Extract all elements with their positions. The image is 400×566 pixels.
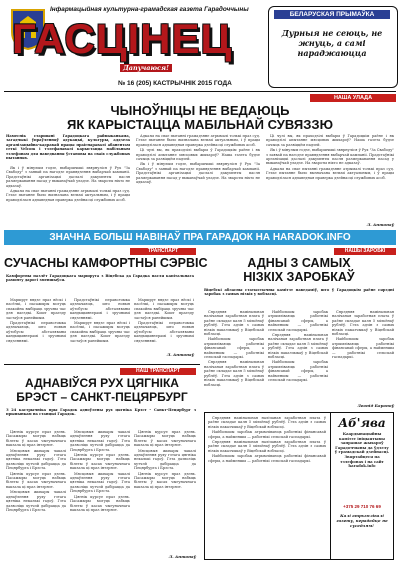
article4-col3: Цягнік курсуе праз дзень. Пасажыры могуць набыць білеты ў касах чыгуначнага вакзала ці праз інтэрнэт. Мясцовыя жыхары чакалі аднаўлення руху гэтага цягніка некалькі гадоў. Гэта дазволіць хутчэй дабірацца да Пецярбурга і Брэста. Цягнік курсуе праз дзень. Пасажыры могуць набыць білеты ў касах чыгуначнага вакзала ці праз інтэрнэт. — [134, 430, 196, 489]
article4-col2: Мясцовыя жыхары чакалі аднаўлення руху гэтага цягніка некалькі гадоў. Гэта дазволіць хутчэй дабірацца да Пецярбурга і Брэста. Цягнік курсуе праз дзень. Пасажыры могуць набыць білеты ў касах чыгуначнага вакзала ці праз інтэрнэт. Мясцовыя жыхары чакалі аднаўлення руху гэтага цягніка некалькі гадоў. Гэта дазволіць хутчэй дабірацца да Пецярбурга і Брэста. Цягнік курсуе праз дзень. Пасажыры могуць набыць білеты ў касах чыгуначнага вакзала ці праз інтэрнэт. — [70, 430, 130, 512]
article3-lead: Віцебскі абласны статыстычны камітэт паведаміў, што ў Гарадоцкім раёне сярэдні заробак з самых нізкіх у вобласці. — [204, 288, 394, 297]
ad-body: Каардынацыйны камітэт ініцыятывы запрашае жыхароў Гарадоччыны да ўдзелу ў грамадскай дзейнасці. Звяртайцеся па тэлефонах і на сайт haradok.info — [334, 432, 390, 469]
article3-author: Леанід Бараноў — [357, 403, 394, 408]
article3-col2: Найбольшы заробак атрымліваюць работнікі фінансавай сферы, а найменшы — работнікі сельскай гаспадаркі. Сярэдняя намінальная налічаная заработная плата ў раёне складае каля 5 мільёнаў рублёў. Гэта адзін з самых нізкіх паказчыкаў у Віцебскай вобласці. Найбольшы заробак атрымліваюць работнікі фінансавай сферы, а найменшы — работнікі сельскай гаспадаркі. — [268, 310, 328, 383]
article1-headline-1: ЧЫНОЎНІЦЫ НЕ ВЕДАЮЦЬ — [110, 103, 290, 118]
article1-author: Л. Антонаў — [366, 222, 394, 227]
article3-headline-2: НІЗКІХ ЗАРОБКАЎ — [243, 270, 355, 284]
article4-author: Л. Антонаў — [168, 554, 196, 559]
article2-lead: Камфортны пазлёт Гарадоцкага маршрута з Віцебска да Гарадка пасля капітальнага рамонту дарогі зменшыўся. — [6, 274, 194, 283]
article2-col2: Прадстаўнікі перавозчыка адзначаюць, што новыя аўтобусы абсталяваны кандыцыянерамі і зручнымі сядзеннямі. Маршрут вядзе праз вёскі і пасёлкі, і пасажыры могуць спакойна выбіраць зручны час для паездкі. Кошт праезду застаўся ранейшым. — [70, 298, 130, 343]
article4-headline-1: АДНАВІЎСЯ РУХ ЦЯГНІКА — [25, 376, 179, 390]
article3-col3: Сярэдняя намінальная налічаная заработная плата ў раёне складае каля 5 мільёнаў рублёў. Гэта адзін з самых нізкіх паказчыкаў у Віцебскай вобласці. Найбольшы заробак атрымліваюць работнікі фінансавай сферы, а найменшы — работнікі сельскай гаспадаркі. — [332, 310, 394, 360]
promo-text: Дурныя не сеюць, не жнуць, а самі нараджаюцца — [281, 28, 383, 58]
ad-left-text: Сярэдняя намінальная налічаная заработная плата ў раёне складае каля 5 мільёнаў рублёў. Гэта адзін з самых нізкіх паказчыкаў у Віцебскай вобласці. Найбольшы заробак атрымліваюць работнікі фінансавай сферы, а найменшы — работнікі сельскай гаспадаркі. Сярэдняя намінальная налічаная заработная плата ў раёне складае каля 5 мільёнаў рублёў. Гэта адзін з самых нізкіх паказчыкаў у Віцебскай вобласці. Найбольшы заробак атрымліваюць работнікі фінансавай сферы, а найменшы — работнікі сельскай гаспадаркі. — [208, 416, 326, 463]
ad-inner-divider — [330, 412, 331, 560]
promo-badge: БЕЛАРУСКАЯ ПРЫМАЎКА — [274, 10, 390, 19]
masthead-title: ГАСЦІНЕЦ — [12, 15, 233, 62]
article4-headline-2: БРЭСТ – САНКТ-ПЕЦЯРБУРГ — [16, 390, 188, 404]
banner-text[interactable]: ЗНАЧНА БОЛЬШ НАВІНАЎ ПРА ГАРАДОК НА HARADOK.INFO — [49, 232, 351, 243]
article2-col3: Маршрут вядзе праз вёскі і пасёлкі, і пасажыры могуць спакойна выбіраць зручны час для паездкі. Кошт праезду застаўся ранейшым. Прадстаўнікі перавозчыка адзначаюць, што новыя аўтобусы абсталяваны кандыцыянерамі і зручнымі сядзеннямі. — [134, 298, 194, 343]
article2-col1: Маршрут вядзе праз вёскі і пасёлкі, і пасажыры могуць спакойна выбіраць зручны час для паездкі. Кошт праезду застаўся ранейшым. Прадстаўнікі перавозчыка адзначаюць, што новыя аўтобусы абсталяваны кандыцыянерамі і зручнымі сядзеннямі. — [6, 298, 66, 343]
article2-author: Л. Антонаў — [166, 352, 194, 357]
article4-col1: Цягнік курсуе праз дзень. Пасажыры могуць набыць білеты ў касах чыгуначнага вакзала ці праз інтэрнэт. Мясцовыя жыхары чакалі аднаўлення руху гэтага цягніка некалькі гадоў. Гэта дазволіць хутчэй дабірацца да Пецярбурга і Брэста. Цягнік курсуе праз дзень. Пасажыры могуць набыць білеты ў касах чыгуначнага вакзала ці праз інтэрнэт. Мясцовыя жыхары чакалі аднаўлення руху гэтага цягніка некалькі гадоў. Гэта дазволіць хутчэй дабірацца да Пецярбурга і Брэста. — [6, 430, 66, 512]
article4-lead: З 24 кастрычніка пры Гарадок адноўлены рух цягніка Брэст – Санкт-Пецярбург з прыпынкам на станцыі Гарадок. — [6, 408, 196, 417]
rubric-nash-transport: НАШ ТРАНСПАРТ — [120, 368, 196, 375]
masthead — [0, 0, 400, 92]
article3-headline-1: АДНЫ З САМЫХ — [247, 256, 351, 270]
issue-line: № 16 (205) КАСТРЫЧНІК 2015 ГОДА — [118, 80, 232, 87]
rubric-zarobki: НАШЫ ЗАРОБКІ — [334, 248, 396, 255]
article1-headline-2: ЯК КАРЫСТАЦЦА МАБІЛЬНАЙ СУВЯЗЗЮ — [67, 117, 333, 132]
masthead-rule — [4, 91, 396, 92]
masthead-tagline: Інфармацыйная культурна-грамадская газета Гарадоччыны — [50, 6, 249, 13]
masthead-slogan: Дапучаюся! — [120, 64, 172, 72]
article1-lead: Намеснік старшыні Гарадоцкага райвыканкама, загадчыкі ўпраўленняў адукацыі, культуры, аддзела арганізацыйна-кадравай працы праігнаравалі абанентам сеткі Velcom і тэлефанавалі карыстацца мабільным тэлефонам для наведвання ўстановы па сваіх службовых пытаннях. — [6, 134, 130, 161]
article1-col2: Адказы на свае пытанні грамадзяне атрымалі толькі праз суд. Гэтае пытанне было вызначана вельмі актуальным, і ў працы праводзілася адпаведная праверка дзейнасці службовых асоб. Ці чулі вы, як праходзілі выбары ў Гарадоцкім раёне і як праводзілі апытанне мясцовых жыхароў? Наша газета будзе сачыць за развіццём падзей. Як і ў мінулым годзе, выбаршчыкі звярнуліся ў Рух "За Свабоду" з заявай па нагодзе правядзення выбарчай кампаніі. Прадстаўнікі арганізацыі даслалі дакументы пасля размеркавання пасад у выканаўчай уладзе. На звароты ніхто не адказаў. — [136, 134, 260, 185]
article1-col1: Як і ў мінулым годзе, выбаршчыкі звярнуліся ў Рух "За Свабоду" з заявай па нагодзе правядзення выбарчай кампаніі. Прадстаўнікі арганізацыі даслалі дакументы пасля размеркавання пасад у выканаўчай уладзе. На звароты ніхто не адказаў. Адказы на свае пытанні грамадзяне атрымалі толькі праз суд. Гэтае пытанне было вызначана вельмі актуальным, і ў працы праводзілася адпаведная праверка дзейнасці службовых асоб. — [6, 166, 130, 202]
article2-headline: СУЧАСНЫ КАМФОРТНЫ СЭРВІС — [4, 256, 208, 270]
ad-note: Калі атрымлівалі газету, перадайце яе суседзям! — [336, 514, 388, 528]
article1-col3: Ці чулі вы, як праходзілі выбары ў Гарадоцкім раёне і як праводзілі апытанне мясцовых жыхароў? Наша газета будзе сачыць за развіццём падзей. Як і ў мінулым годзе, выбаршчыкі звярнуліся ў Рух "За Свабоду" з заявай па нагодзе правядзення выбарчай кампаніі. Прадстаўнікі арганізацыі даслалі дакументы пасля размеркавання пасад у выканаўчай уладзе. На звароты ніхто не адказаў. Адказы на свае пытанні грамадзяне атрымалі толькі праз суд. Гэтае пытанне было вызначана вельмі актуальным, і ў працы праводзілася адпаведная праверка дзейнасці службовых асоб. — [266, 134, 394, 180]
banner[interactable] — [4, 230, 396, 245]
ad-title: Аб'ява — [338, 416, 386, 430]
rubric-nasha-ulada: НАША УЛАДА — [310, 94, 396, 102]
section-rule — [4, 364, 200, 365]
ad-contacts: +375 29 710 76 69 — [343, 504, 381, 509]
rubric-transport: ТРАНСПАРТ — [130, 248, 196, 255]
article3-col1: Сярэдняя намінальная налічаная заработная плата ў раёне складае каля 5 мільёнаў рублёў. Гэта адзін з самых нізкіх паказчыкаў у Віцебскай вобласці. Найбольшы заробак атрымліваюць работнікі фінансавай сферы, а найменшы — работнікі сельскай гаспадаркі. Сярэдняя намінальная налічаная заработная плата ў раёне складае каля 5 мільёнаў рублёў. Гэта адзін з самых нізкіх паказчыкаў у Віцебскай вобласці. — [204, 310, 264, 387]
